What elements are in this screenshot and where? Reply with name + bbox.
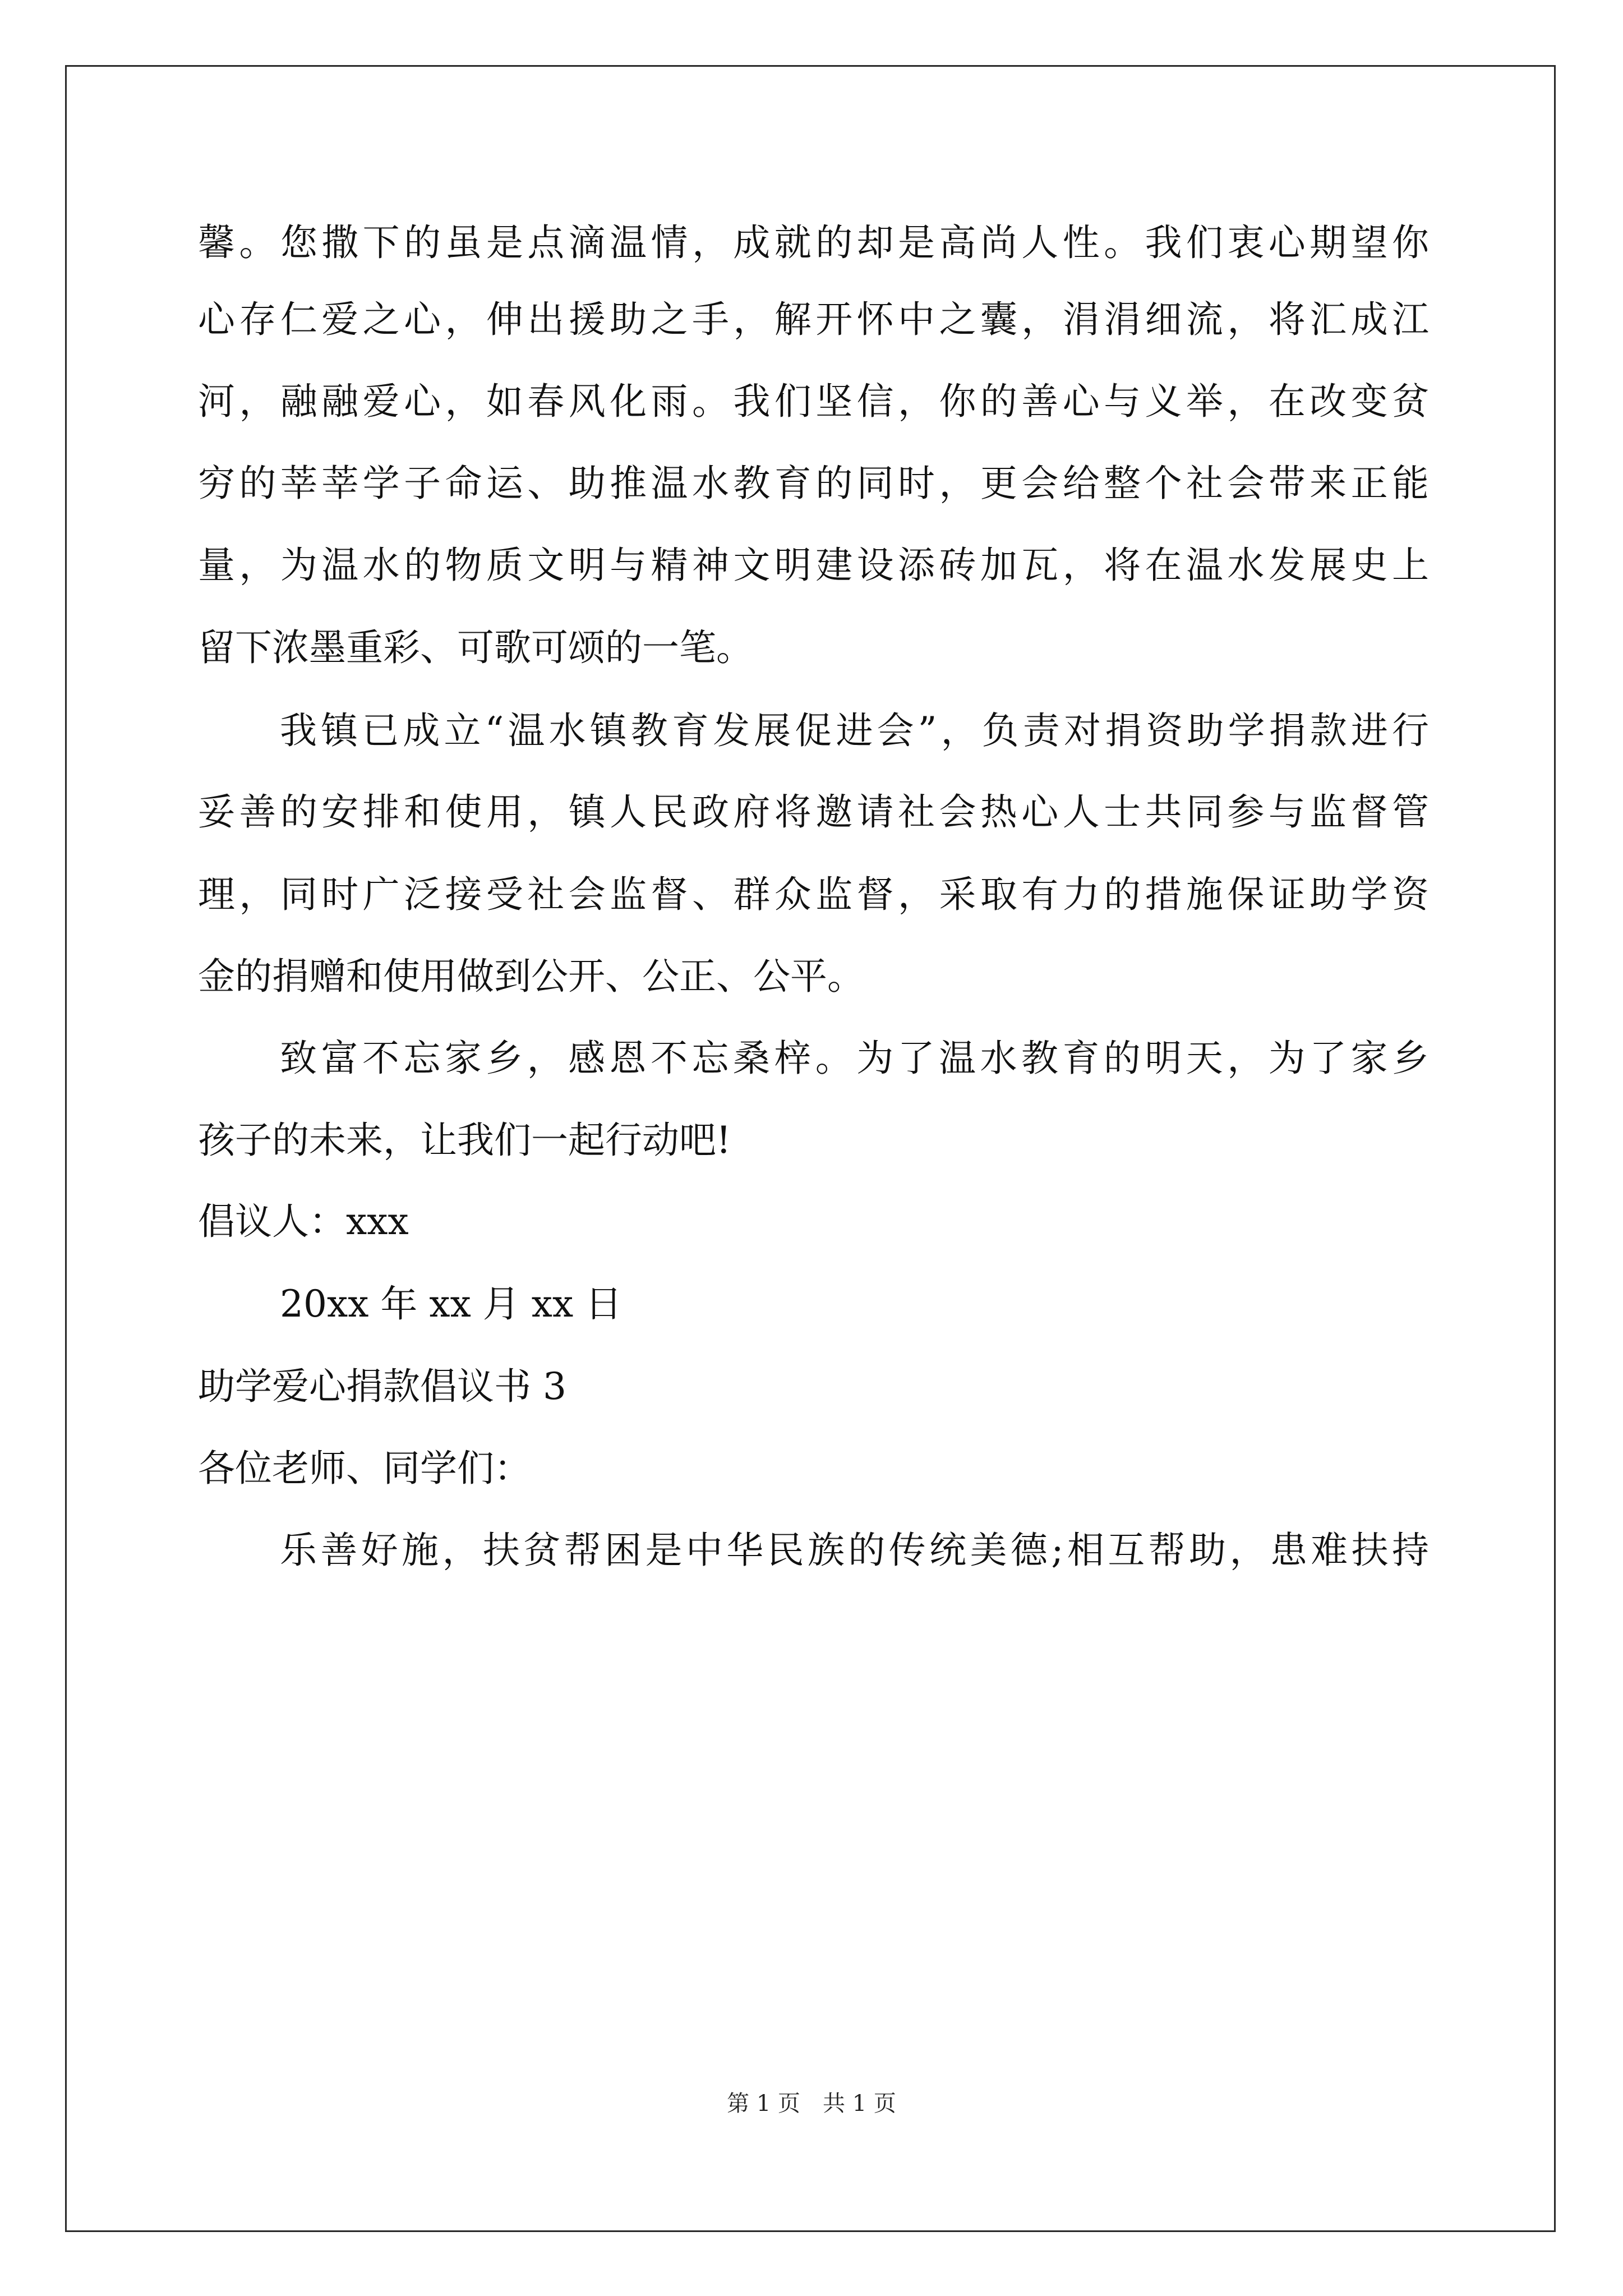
paragraph-1-line-5: 量，为温水的物质文明与精神文明建设添砖加瓦，将在温水发展史上 <box>198 544 1429 587</box>
page-total: 共 1 页 <box>823 2091 896 2116</box>
paragraph-2-line-4: 金的捐赠和使用做到公开、公正、公平。 <box>198 955 864 998</box>
page-footer <box>0 2092 1623 2115</box>
paragraph-3-line-1: 致富不忘家乡，感恩不忘桑梓。为了温水教育的明天，为了家乡 <box>280 1037 1429 1080</box>
paragraph-1-line-2: 心存仁爱之心，伸出援助之手，解开怀中之囊，涓涓细流，将汇成江 <box>198 298 1429 341</box>
paragraph-3-line-2: 孩子的未来，让我们一起行动吧! <box>198 1119 731 1162</box>
page-number: 第 1 页 <box>727 2091 800 2116</box>
paragraph-2-line-2: 妥善的安排和使用，镇人民政府将邀请社会热心人士共同参与监督管 <box>198 790 1429 834</box>
document-title: 助学爱心捐款倡议书 3 <box>198 1365 566 1408</box>
salutation: 各位老师、同学们： <box>198 1447 531 1490</box>
paragraph-2-line-3: 理，同时广泛接受社会监督、群众监督，采取有力的措施保证助学资 <box>198 873 1429 916</box>
paragraph-1-line-6: 留下浓墨重彩、可歌可颂的一笔。 <box>198 626 753 669</box>
paragraph-4-line-1: 乐善好施，扶贫帮困是中华民族的传统美德;相互帮助，患难扶持 <box>280 1529 1429 1572</box>
paragraph-1-line-1: 馨。您撒下的虽是点滴温情，成就的却是高尚人性。我们衷心期望你 <box>198 221 1429 264</box>
paragraph-1-line-3: 河，融融爱心，如春风化雨。我们坚信，你的善心与义举，在改变贫 <box>198 380 1429 423</box>
paragraph-2-line-1: 我镇已成立“温水镇教育发展促进会”，负责对捐资助学捐款进行 <box>280 709 1429 752</box>
paragraph-1-line-4: 穷的莘莘学子命运、助推温水教育的同时，更会给整个社会带来正能 <box>198 462 1429 505</box>
date-line: 20xx 年 xx 月 xx 日 <box>280 1282 623 1326</box>
signature-line: 倡议人：xxx <box>198 1200 409 1243</box>
